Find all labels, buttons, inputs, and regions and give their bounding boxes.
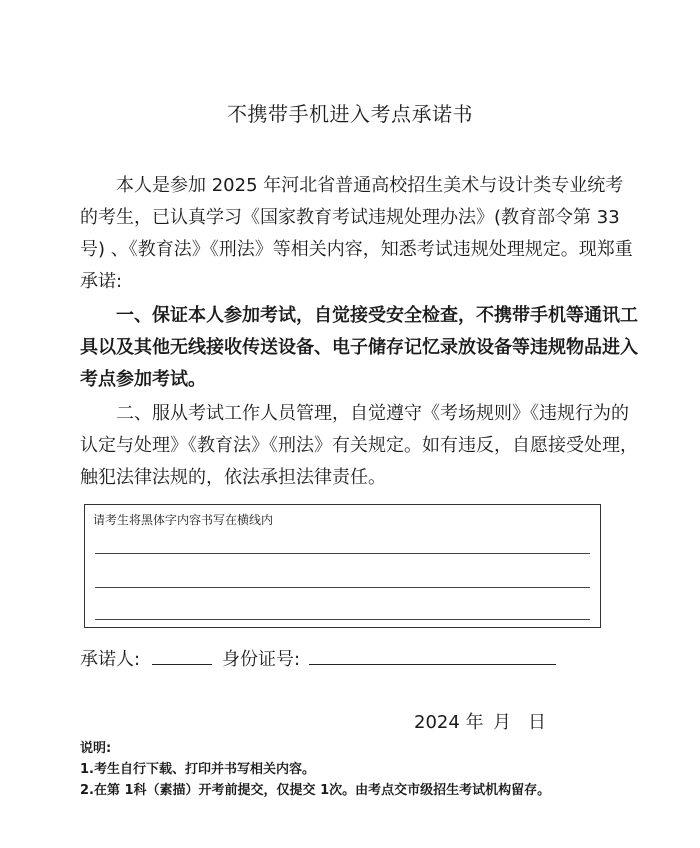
notes-heading: 说明:: [80, 741, 112, 756]
writing-line[interactable]: [95, 619, 590, 620]
notes-section: [80, 738, 550, 801]
date-month: 月: [493, 712, 511, 733]
handwriting-hint: 请考生将黑体字内容书写在横线内: [93, 513, 274, 527]
writing-line[interactable]: [95, 587, 590, 588]
pledge-item-2: 二、服从考试工作人员管理，自觉遵守《考场规则》《违规行为的认定与处理》《教育法》《刑法》有关规定。如有违反，自愿接受处理，触犯法律法规的，依法承担法律责任。: [80, 403, 638, 488]
promiser-label: 承诺人:: [80, 649, 141, 670]
writing-line[interactable]: [95, 553, 590, 554]
id-number-line[interactable]: [309, 664, 556, 665]
promiser-signature-line[interactable]: [152, 664, 212, 665]
document-title: 不携带手机进入考点承诺书: [227, 102, 473, 126]
date-day: 日: [528, 712, 546, 733]
id-number-label: 身份证号:: [222, 649, 301, 670]
date-year: 2024 年: [414, 712, 484, 733]
handwriting-box: [84, 504, 601, 628]
intro-paragraph: 本人是参加 2025 年河北省普通高校招生美术与设计类专业统考的考生，已认真学习《国家教育考试违规处理办法》(教育部令第 33 号) 、《教育法》《刑法》等相关内容，知悉考试违规处理规定。现郑重承诺:: [80, 175, 633, 292]
pledge-item-1: 一、保证本人参加考试，自觉接受安全检查，不携带手机等通讯工具以及其他无线接收传送设备、电子储存记忆录放设备等违规物品进入考点参加考试。: [80, 305, 638, 390]
note-item: 1.考生自行下载、打印并书写相关内容。: [80, 762, 315, 777]
note-item: 2.在第 1科（素描）开考前提交，仅提交 1次。由考点交市级招生考试机构留存。: [80, 783, 551, 798]
